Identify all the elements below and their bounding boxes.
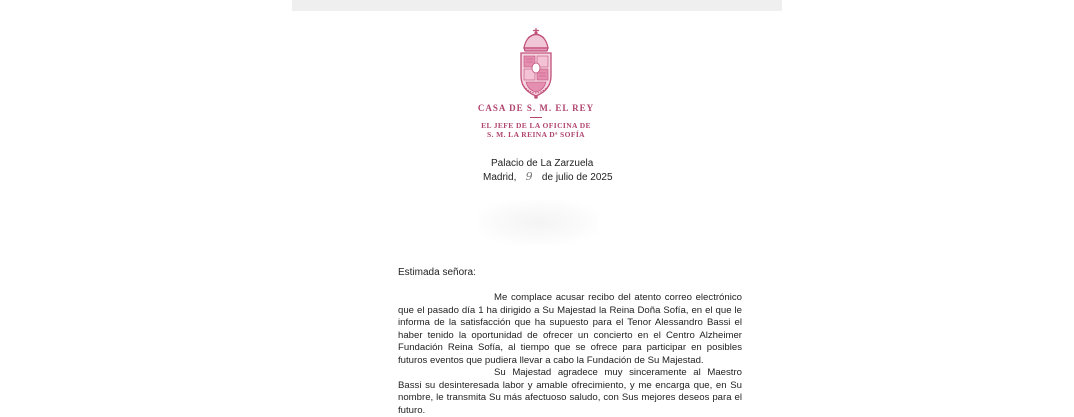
- letterhead-title: CASA DE S. M. EL REY: [477, 103, 595, 113]
- dateline-date: [483, 170, 613, 183]
- letterhead-divider: [530, 117, 542, 118]
- letterhead-office-line2: S. M. LA REINA Dª SOFÍA: [487, 130, 585, 139]
- body-paragraph-1: Me complace acusar recibo del atento correo electrónico que el pasado día 1 ha dirigido a Su Majestad la Reina Doña Sofía, en el que le informa de la satisfacción que ha supuesto para el Tenor Alessandro Bassi el haber tenido la oportunidad de ofrecer un concierto en el Centro Alzheimer Fundación Reina Sofía, al tiempo que se ofrece para participar en posibles futuros eventos que pudiera llevar a cabo la Fundación de Su Majestad.: [398, 292, 742, 366]
- dateline-handwritten-day: 9: [525, 170, 533, 183]
- letterhead-office-line1: EL JEFE DE LA OFICINA DE: [481, 121, 591, 130]
- dateline-month-year: de julio de 2025: [541, 172, 613, 183]
- salutation: Estimada señora:: [398, 267, 476, 278]
- redacted-recipient-area: [478, 200, 598, 245]
- royal-coat-of-arms-icon: [512, 26, 560, 100]
- body-paragraph-2: Su Majestad agradece muy sinceramente al Maestro Bassi su desinteresada labor y amable ofrecimiento, y me encarga que, en Su nombre, le transmita Su más afectuoso saludo, con Sus mejores deseos para el futuro.: [398, 367, 742, 416]
- dateline-city: Madrid,: [483, 172, 517, 183]
- dateline-place: Palacio de La Zarzuela: [491, 158, 594, 169]
